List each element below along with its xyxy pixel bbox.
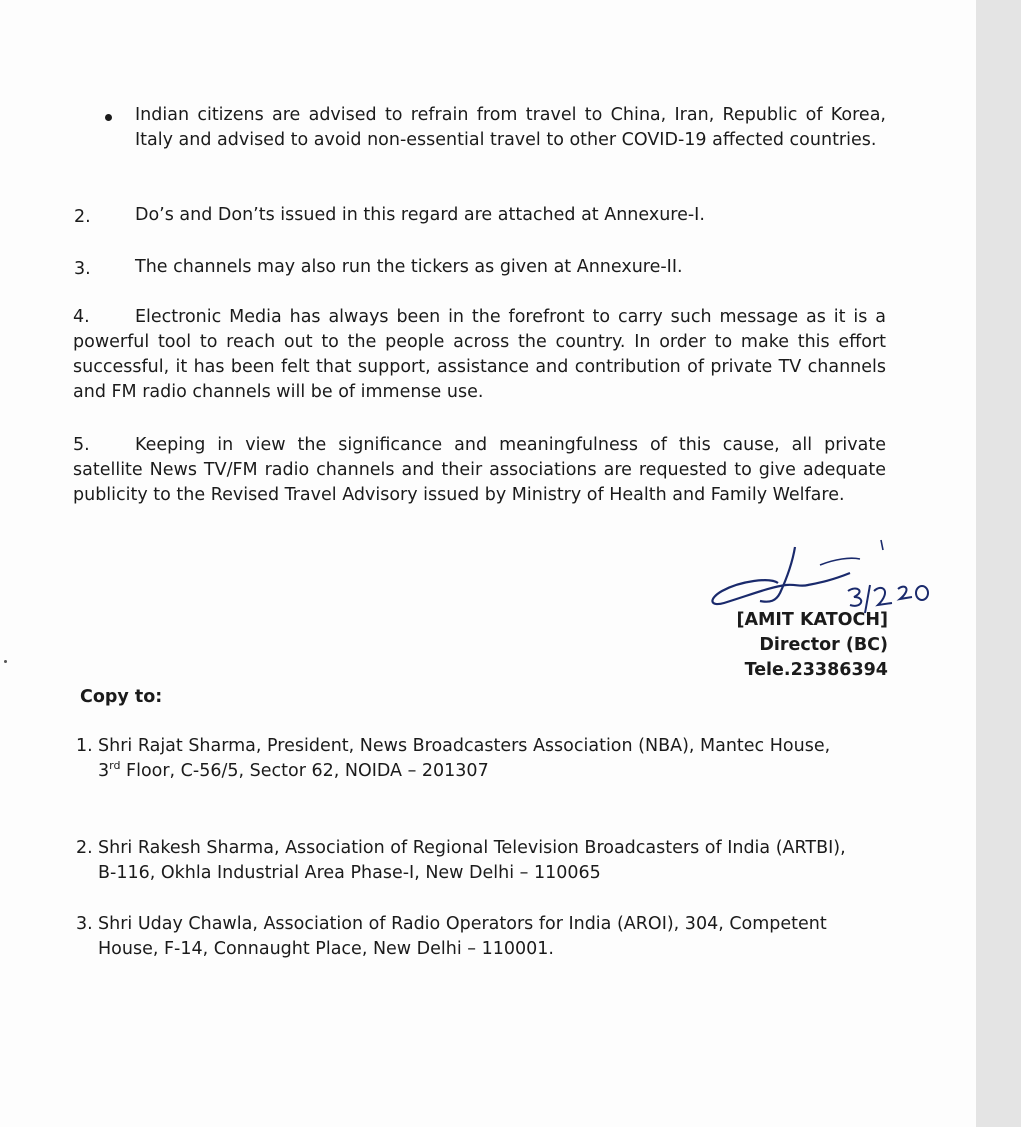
paragraph-4 — [73, 305, 886, 405]
copy-to-item-number: 1. — [76, 736, 93, 756]
copy-to-item-1-line1: Shri Rajat Sharma, President, News Broadcasters Association (NBA), Mantec House, — [98, 736, 831, 756]
bullet-icon — [105, 114, 112, 121]
copy-to-item-number: 2. — [76, 838, 93, 858]
paragraph-number: 5. — [73, 435, 90, 455]
signatory-name: [AMIT KATOCH] — [736, 610, 888, 630]
copy-to-item-1 — [98, 734, 888, 784]
copy-to-item-2-line2: B-116, Okhla Industrial Area Phase-I, New Delhi – 110065 — [98, 863, 601, 883]
paragraph-number: 4. — [73, 307, 90, 327]
paragraph-number: 2. — [74, 207, 91, 227]
paragraph-3: The channels may also run the tickers as given at Annexure-II. — [135, 257, 683, 277]
paragraph-2: Do’s and Don’ts issued in this regard are attached at Annexure-I. — [135, 205, 705, 225]
floor-number: 3 — [98, 761, 110, 781]
floor-suffix: rd — [109, 759, 121, 773]
copy-to-heading: Copy to: — [80, 687, 163, 707]
address-rest: Floor, C-56/5, Sector 62, NOIDA – 201307 — [120, 761, 489, 781]
signatory-phone: Tele.23386394 — [744, 660, 888, 680]
copy-to-item-2 — [98, 836, 888, 886]
bullet-paragraph: Indian citizens are advised to refrain from travel to China, Iran, Republic of Korea, Italy and advised to avoid non-essential travel to other COVID-19 affected countries. — [135, 105, 886, 150]
copy-to-item-3-line2: House, F-14, Connaught Place, New Delhi – 110001. — [98, 939, 554, 959]
scan-speck — [4, 660, 7, 663]
paragraph-4-text: Electronic Media has always been in the forefront to carry such message as it is a powerful tool to reach out to the people across the country. In order to make this effort successful, it has been felt that support, assistance and contribution of private TV channels and FM radio channels will be of immense use. — [73, 307, 886, 402]
copy-to-item-3-line1: Shri Uday Chawla, Association of Radio Operators for India (AROI), 304, Competent — [98, 914, 827, 934]
paragraph-5 — [73, 433, 886, 508]
signatory-designation: Director (BC) — [759, 635, 888, 655]
copy-to-item-number: 3. — [76, 914, 93, 934]
paragraph-number: 3. — [74, 259, 91, 279]
copy-to-item-2-line1: Shri Rakesh Sharma, Association of Regional Television Broadcasters of India (ARTBI), — [98, 838, 846, 858]
paragraph-5-text: Keeping in view the significance and meaningfulness of this cause, all private satellite News TV/FM radio channels and their associations are requested to give adequate publicity to the Revised Travel Advisory issued by Ministry of Health and Family Welfare. — [73, 435, 886, 505]
copy-to-item-3 — [98, 912, 888, 962]
copy-to-item-1-line2 — [98, 759, 888, 784]
signature-block — [700, 608, 888, 683]
scan-margin — [976, 0, 1021, 1127]
